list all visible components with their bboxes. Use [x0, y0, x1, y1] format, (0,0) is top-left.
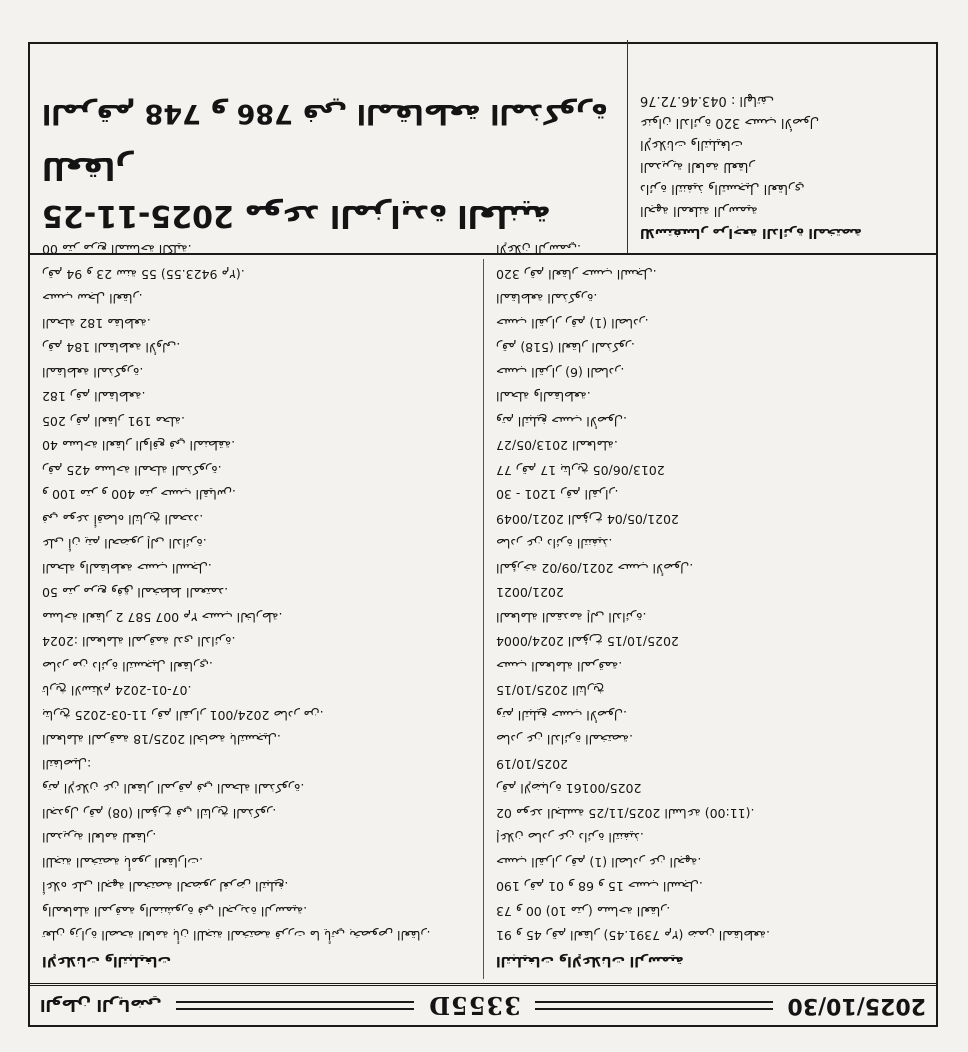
notice-line: 30 - 1201 رقم القرار.	[496, 487, 619, 503]
notice-line: 205 رقم العقار 191 محلة.	[42, 414, 186, 429]
notice-line: و 100 متر و 400 متر حسب القياس.	[42, 487, 236, 503]
notice-line: رقم 94 و 23 سنة 55 (9423.55 م٢).	[42, 267, 245, 282]
notice-line: الإعلانات والتبليغات	[42, 953, 171, 969]
notice-line: إعلان صادر عن دائرة التنفيذ.	[496, 830, 644, 846]
notice-line: المقاطعة المذكورة.	[496, 291, 598, 307]
notice-line: المحلة والمقاطعة حسب السجل.	[42, 561, 212, 576]
notice-line: وتم التبليغ حسب الأصول.	[496, 414, 628, 429]
contact-line: دائرة التنفيذ والتسجيل العقاري	[639, 181, 805, 196]
notice-line: 2013/05/27 المعاملة.	[496, 438, 618, 454]
notice-line: 320 رقم العقار حسب السجل.	[496, 267, 657, 282]
notice-line: المحلة 182 مقاطعة.	[42, 316, 151, 331]
page-frame	[28, 42, 938, 1027]
notice-line: الإعلان الرسمي.	[496, 242, 581, 258]
notice-line: والمعاملة المرقمة والمنشورة في الجريدة الرسمية.	[42, 904, 308, 919]
notice-line: 2021/0021	[496, 585, 564, 601]
masthead-rule-left	[535, 1001, 774, 1010]
headline-line-1: 2025-11-25 موعد المزايدة العلنية للعقار	[42, 150, 551, 233]
notice-line: 190 رقم 01 و 68 و 15 حسب السجل.	[496, 879, 703, 895]
notice-line: حسب المعاملة المرقمة.	[496, 659, 623, 674]
notice-line: حسب القرار رقم (1) الصادر عن الجهة.	[496, 855, 702, 870]
notice-line: 91 و 45 رقم العقار (7391.45 م٢) ضمن المقاطعة.	[496, 928, 771, 944]
notice-line: 00 متر مربع المساحة الكلية.	[42, 242, 192, 258]
notice-columns	[30, 242, 936, 979]
contact-line: المديرية العامة للعقار	[639, 159, 755, 174]
contact-line: للاستفسار مراجعة الدائرة المختصة	[639, 225, 862, 240]
contact-line: 043.46.72.76 : الهاتف	[639, 93, 775, 108]
notice-line: تاريخ الاستلام 2024-01-07.	[42, 683, 192, 699]
notice-line: في موعد أقصاه التاريخ المحدد.	[42, 512, 204, 527]
notice-line: رقم 184 المقاطعة الأولى.	[42, 340, 181, 356]
notice-line: وتم التبليغ حسب الأصول.	[496, 708, 628, 723]
notice-line: رقم 425 مساحة المحلة المذكورة.	[42, 463, 222, 478]
notice-line: صادر من دائرة التسجيل العقاري.	[42, 659, 213, 674]
notice-line: وتم الإعلان عن العقار المرقم في المحلة المذكورة.	[42, 781, 305, 797]
notice-line: تعلن وزارة الصحة العامة بأن اللجنة المختصة قررت ما يأتي بخصوص العقار.	[42, 928, 431, 944]
notice-line: المعاملة المقدمة إلى الدائرة.	[496, 610, 647, 625]
notice-line: صادر عن دائرة التنفيذ.	[496, 536, 613, 552]
masthead-bar	[30, 983, 936, 1025]
contact-line: عنوان الدائرة 320 حسب الأصول	[639, 115, 820, 130]
notice-line: على أن يتم الحضور إلى الدائرة.	[42, 536, 207, 552]
notice-line: 2021/0049 المؤرخ 2021/05/04	[496, 512, 679, 527]
notice-line: 2025/10/15 التاريخ	[496, 683, 605, 699]
notice-line: حسب القرار رقم (1) الصادر.	[496, 316, 649, 331]
notice-line: 2025/10/19	[496, 757, 569, 772]
notice-line: التفاصيل:	[42, 757, 92, 772]
notice-line: المقاطعة المذكورة.	[42, 365, 144, 380]
notice-line: حسب سجل العقار.	[42, 291, 143, 307]
notice-line: رقم (518) العقار المذكور.	[496, 340, 635, 356]
headline-block	[30, 40, 936, 255]
contact-line: الإعلانات والتبليغات	[639, 137, 743, 152]
notice-line: المعاملة المرقمة 2025/18 الخاصة بالتسجيل.	[42, 732, 281, 748]
issue-date: 2025/10/30	[787, 993, 926, 1018]
notice-line: 50 متر مربع وفق المخطط المعتمد.	[42, 585, 229, 601]
notice-line: حسب القرار (6) الصادر.	[496, 365, 625, 380]
left-column	[483, 242, 936, 979]
notice-line: 2024: المعاملة المرقمة لدى الدائرة.	[42, 634, 236, 650]
paper-name: الوطن الرياضي	[40, 996, 162, 1015]
notice-line: 182 رقم المقاطعة.	[42, 389, 146, 405]
right-column	[30, 242, 483, 979]
notice-line: المحلة والمقاطعة.	[496, 389, 591, 405]
contact-box	[628, 40, 936, 253]
notice-line: 02 موعد الجلسة 2025/11/25 الساعة (11:00).	[496, 806, 755, 821]
notice-line: أعلاه على الجهة المختصة الحضور لغرض التبليغ.	[42, 879, 289, 895]
headline-line-2: المرقم 748 و 786 في المقاطعة المذكورة	[42, 98, 608, 129]
notice-line: المديرية العامة للعقار.	[42, 830, 157, 846]
notice-line: بتاريخ 2025-03-11 رقم القرار 2024/001 صادر من.	[42, 708, 324, 723]
notice-line: اللجنة المختصة بأمور العقارات.	[42, 855, 203, 870]
notice-line: 40 مساحة العقار الواقع في المنطقة.	[42, 438, 236, 454]
notice-line: التبليغات والإعلانات الرسمية	[496, 953, 684, 969]
notice-line: 73 و 00 (10 متر) مساحة العقار.	[496, 904, 671, 919]
notice-line: المؤرخة 2021/09/02 حسب الأصول.	[496, 561, 694, 576]
contact-line: الجهة المعلنة الرسمية	[639, 203, 758, 218]
notice-line: صادر عن الدائرة المختصة.	[496, 732, 634, 748]
notice-line: 2024/0004 المؤرخ 2025/10/15	[496, 634, 679, 650]
notice-line: الجدول رقم (08) المؤرخ في التاريخ المذكور.	[42, 806, 277, 821]
masthead-rule-right	[176, 1001, 415, 1010]
issue-code: 3355D	[428, 991, 521, 1020]
notice-line: رقم الإضبارة 2025/00161	[496, 781, 642, 797]
notice-line: مساحة العقار 2 587 007 م٢ حسب الخارطة.	[42, 610, 283, 625]
headline-area	[30, 40, 628, 253]
notice-line: 77 رقم 17 بتاريخ 2013/06/05	[496, 463, 665, 478]
